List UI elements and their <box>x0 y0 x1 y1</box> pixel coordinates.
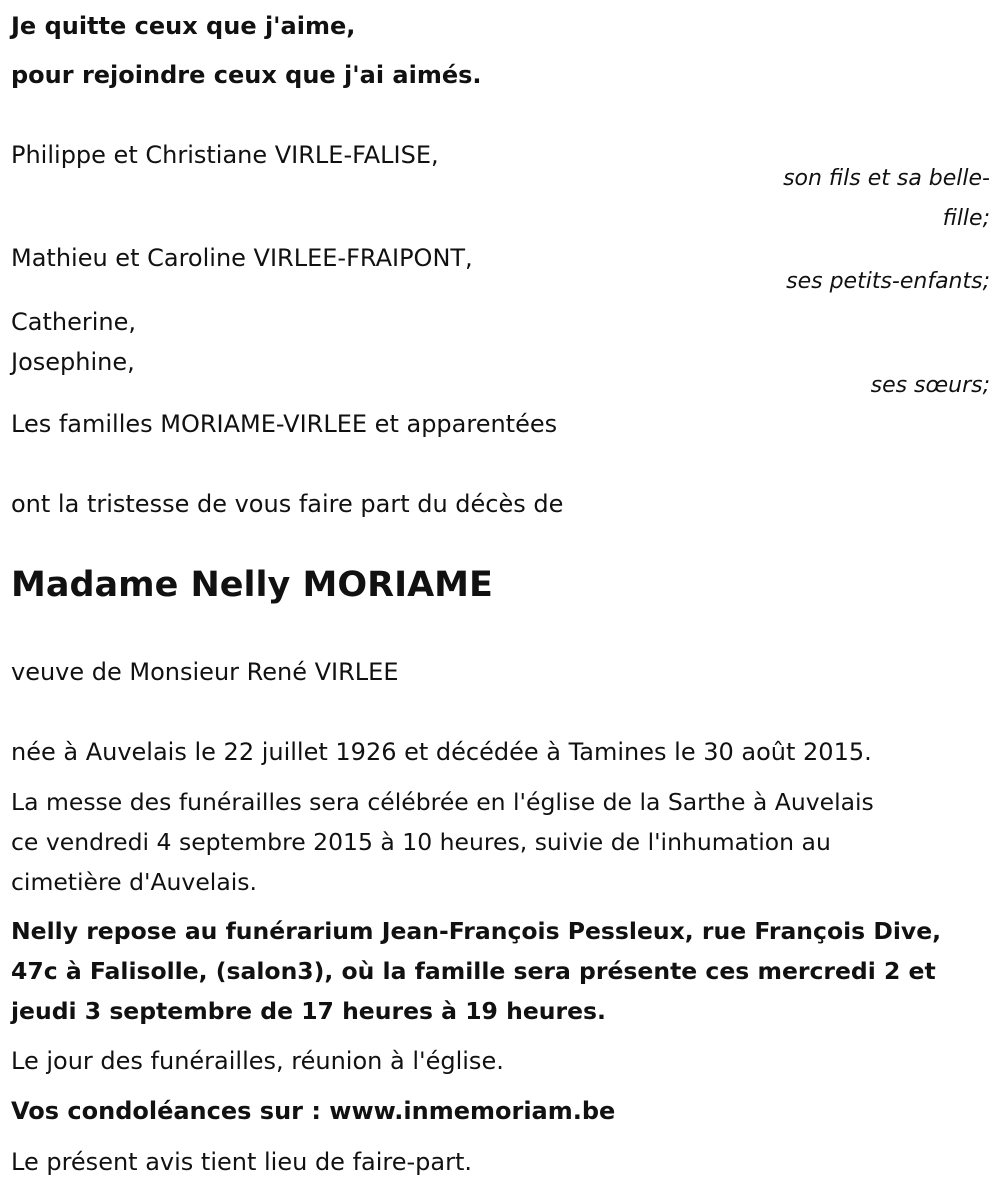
family-relation: ses sœurs; <box>870 373 990 398</box>
family-member-names: Mathieu et Caroline VIRLEE-FRAIPONT, <box>11 244 473 272</box>
quote-line-1: Je quitte ceux que j'aime, <box>11 12 356 40</box>
birth-death-dates: née à Auvelais le 22 juillet 1926 et décédée à Tamines le 30 août 2015. <box>11 738 872 766</box>
family-relation: fille; <box>942 206 990 231</box>
widow-of: veuve de Monsieur René VIRLEE <box>11 658 399 686</box>
family-member-names: Catherine, <box>11 308 136 336</box>
family-member-names: Les familles MORIAME-VIRLEE et apparentées <box>11 410 558 438</box>
paragraph-line: Nelly repose au funérarium Jean-François Pessleux, rue François Dive, <box>11 917 942 945</box>
paragraph-line: ce vendredi 4 septembre 2015 à 10 heures, suivie de l'inhumation au <box>11 828 831 856</box>
funeral-meeting: Le jour des funérailles, réunion à l'église. <box>11 1047 504 1075</box>
announcement: ont la tristesse de vous faire part du décès de <box>11 490 564 518</box>
visitation-paragraph <box>11 911 986 1031</box>
family-relation: ses petits-enfants; <box>786 269 990 294</box>
paragraph-line: La messe des funérailles sera célébrée en l'église de la Sarthe à Auvelais <box>11 788 874 816</box>
paragraph-line: cimetière d'Auvelais. <box>11 868 257 896</box>
funeral-mass-paragraph <box>11 782 986 902</box>
paragraph-line: jeudi 3 septembre de 17 heures à 19 heures. <box>11 997 606 1025</box>
family-member-names: Josephine, <box>11 348 135 376</box>
family-relation: son fils et sa belle- <box>783 166 990 191</box>
quote-line-2: pour rejoindre ceux que j'ai aimés. <box>11 61 482 89</box>
condolences-link[interactable]: Vos condoléances sur : www.inmemoriam.be <box>11 1097 616 1125</box>
notice-statement: Le présent avis tient lieu de faire-part. <box>11 1148 473 1176</box>
deceased-name: Madame Nelly MORIAME <box>11 565 493 605</box>
family-member-names: Philippe et Christiane VIRLE-FALISE, <box>11 141 439 169</box>
paragraph-line: 47c à Falisolle, (salon3), où la famille sera présente ces mercredi 2 et <box>11 957 936 985</box>
